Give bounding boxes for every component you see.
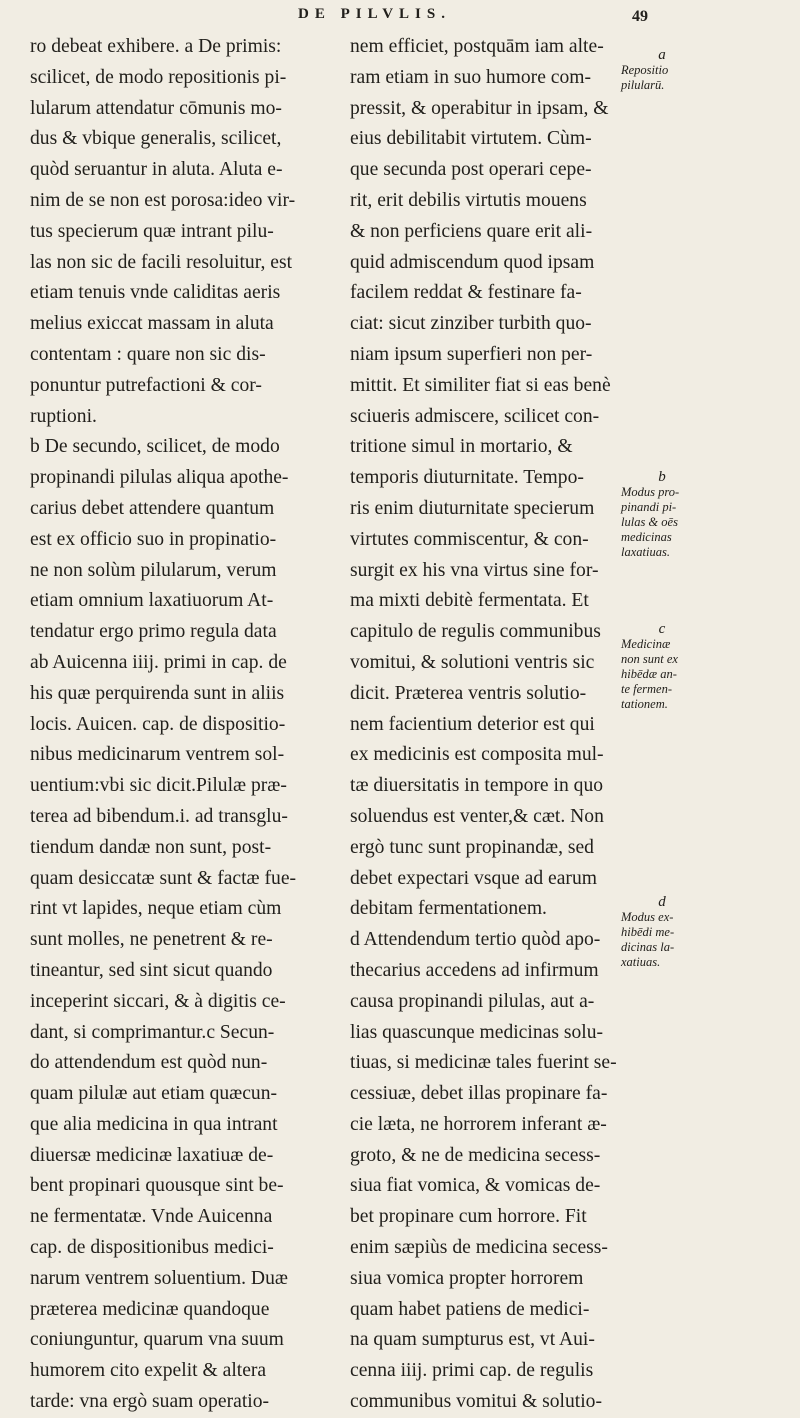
text-line: lularum attendatur cōmunis mo- (30, 97, 282, 119)
text-line: quid admiscendum quod ipsam (350, 251, 595, 273)
text-line: lias quascunque medicinas solu- (350, 1021, 604, 1043)
text-line: dant, si comprimantur.c Secun- (30, 1021, 275, 1043)
text-line: tritione simul in mortario, & (350, 436, 573, 458)
text-line: ponuntur putrefactioni & cor- (30, 374, 262, 396)
text-line: groto, & ne de medicina secess- (350, 1144, 601, 1166)
text-line: quam pilulæ aut etiam quæcun- (30, 1083, 278, 1105)
text-line: narum ventrem soluentium. Duæ (30, 1267, 288, 1289)
text-line: inceperint siccari, & à digitis ce- (30, 990, 286, 1012)
text-line: na quam sumpturus est, vt Aui- (350, 1329, 595, 1351)
text-line: coniunguntur, quarum vna suum (30, 1329, 284, 1351)
margin-note-line: xatiuas. (621, 955, 661, 969)
margin-note-letter: d (658, 894, 666, 910)
text-line: tiendum dandæ non sunt, post- (30, 836, 272, 858)
text-line: locis. Auicen. cap. de dispositio- (30, 713, 286, 735)
margin-note-line: te fermen- (621, 682, 673, 696)
text-line: uentium:vbi sic dicit.Pilulæ præ- (30, 775, 287, 797)
margin-note-line: non sunt ex (621, 652, 678, 666)
text-line: virtutes commiscentur, & con- (350, 528, 589, 550)
text-line: tæ diuersitatis in tempore in quo (350, 775, 604, 797)
text-line: propinandi pilulas aliqua apothe- (30, 467, 289, 489)
margin-note-letter: a (658, 47, 666, 63)
text-line: nibus medicinarum ventrem sol- (30, 744, 285, 766)
margin-note-line: hibēdæ an- (621, 667, 677, 681)
text-line: scilicet, de modo repositionis pi- (30, 66, 287, 88)
text-line: las non sic de facili resoluitur, est (30, 251, 293, 273)
text-line: cap. de dispositionibus medici- (30, 1237, 274, 1259)
text-line: nem facientium deterior est qui (350, 713, 595, 735)
margin-note-line: pilularū. (621, 78, 665, 92)
text-line: melius exiccat massam in aluta (30, 313, 274, 335)
text-line: bent propinari quousque sint be- (30, 1175, 284, 1197)
text-line: terea ad bibendum.i. ad transglu- (30, 805, 288, 827)
text-line: & non perficiens quare erit ali- (350, 220, 593, 242)
margin-note-line: Repositio (621, 63, 669, 77)
text-line: ruptioni. (30, 405, 97, 427)
text-line: cessiuæ, debet illas propinare fa- (350, 1083, 608, 1105)
margin-note-a (621, 48, 703, 93)
running-head (0, 4, 800, 30)
text-line: ergò tunc sunt propinandæ, sed (350, 836, 594, 858)
text-line: vomitui, & solutioni ventris sic (350, 651, 595, 673)
text-line: que secunda post operari cepe- (350, 159, 592, 181)
text-line: tiuas, si medicinæ tales fuerint se- (350, 1052, 617, 1074)
text-line: nem efficiet, postquām iam alte- (350, 36, 604, 57)
margin-note-line: Modus ex- (621, 910, 674, 924)
margin-note-letter: b (658, 469, 666, 485)
text-line: tarde: vna ergò suam operatio- (30, 1391, 270, 1413)
margin-note-line: pinandi pi- (621, 500, 677, 514)
text-line: ma mixti debitè fermentata. Et (350, 590, 589, 612)
text-line: diuersæ medicinæ laxatiuæ de- (30, 1144, 274, 1166)
right-text-column (350, 32, 618, 1418)
text-line: do attendendum est quòd nun- (30, 1052, 268, 1074)
text-line: tineantur, sed sint sicut quando (30, 959, 273, 981)
text-line: cenna iiij. primi cap. de regulis (350, 1360, 594, 1382)
text-line: d Attendendum tertio quòd apo- (350, 929, 601, 951)
text-line: b De secundo, scilicet, de modo (30, 436, 280, 458)
text-line: facilem reddat & festinare fa- (350, 282, 582, 304)
text-line: thecarius accedens ad infirmum (350, 959, 599, 981)
text-line: dicit. Præterea ventris solutio- (350, 682, 587, 704)
text-line: etiam omnium laxatiuorum At- (30, 590, 274, 612)
text-line: niam ipsum superfieri non per- (350, 343, 593, 365)
left-text-column (30, 32, 342, 1418)
text-line: humorem cito expelit & altera (30, 1360, 267, 1382)
text-line: ro debeat exhibere. a De primis: (30, 36, 282, 57)
text-line: præterea medicinæ quandoque (30, 1298, 270, 1320)
text-line: tendatur ergo primo regula data (30, 621, 277, 643)
text-line: communibus vomitui & solutio- (350, 1391, 603, 1413)
text-line: capitulo de regulis communibus (350, 621, 601, 643)
text-line: debitam fermentationem. (350, 898, 547, 920)
text-line: ex medicinis est composita mul- (350, 744, 604, 766)
text-line: est ex officio suo in propinatio- (30, 528, 277, 550)
margin-note-line: Modus pro- (621, 485, 680, 499)
text-line: siua vomica propter horrorem (350, 1267, 584, 1289)
margin-note-line: Medicinæ (621, 637, 671, 651)
margin-note-line: medicinas (621, 530, 672, 544)
text-line: ciat: sicut zinziber turbith quo- (350, 313, 592, 335)
text-line: sciueris admiscere, scilicet con- (350, 405, 600, 427)
text-line: quòd seruantur in aluta. Aluta e- (30, 159, 283, 181)
margin-note-c (621, 622, 703, 712)
text-line: surgit ex his vna virtus sine for- (350, 559, 599, 581)
text-line: carius debet attendere quantum (30, 497, 275, 519)
text-line: siua fiat vomica, & vomicas de- (350, 1175, 601, 1197)
text-line: bet propinare cum horrore. Fit (350, 1206, 587, 1228)
text-line: tus specierum quæ intrant pilu- (30, 220, 274, 242)
margin-note-line: tationem. (621, 697, 668, 711)
running-title: DE PILVLIS. (298, 6, 451, 22)
text-line: eius debilitabit virtutem. Cùm- (350, 128, 592, 150)
margin-note-letter: c (658, 621, 666, 637)
text-line: cie læta, ne horrorem inferant æ- (350, 1113, 607, 1135)
text-line: contentam : quare non sic dis- (30, 343, 266, 365)
text-line: etiam tenuis vnde caliditas aeris (30, 282, 281, 304)
text-line: ne non solùm pilularum, verum (30, 559, 277, 581)
text-line: sunt molles, ne penetrent & re- (30, 929, 273, 951)
text-line: causa propinandi pilulas, aut a- (350, 990, 595, 1012)
text-line: que alia medicina in qua intrant (30, 1113, 278, 1135)
margin-note-line: dicinas la- (621, 940, 675, 954)
text-line: ram etiam in suo humore com- (350, 66, 592, 88)
text-line: temporis diuturnitate. Tempo- (350, 467, 584, 489)
text-line: soluendus est venter,& cæt. Non (350, 805, 604, 827)
margin-note-b (621, 470, 703, 560)
text-line: rint vt lapides, neque etiam cùm (30, 898, 282, 920)
page-number: 49 (632, 8, 648, 25)
text-line: ris enim diuturnitate specierum (350, 497, 595, 519)
text-line: nim de se non est porosa:ideo vir- (30, 189, 296, 211)
text-line: pressit, & operabitur in ipsam, & (350, 97, 609, 119)
text-line: mittit. Et similiter fiat si eas benè (350, 374, 611, 396)
text-line: ne fermentatæ. Vnde Auicenna (30, 1206, 273, 1228)
text-line: quam desiccatæ sunt & factæ fue- (30, 867, 297, 889)
margin-note-line: laxatiuas. (621, 545, 670, 559)
text-line: ab Auicenna iiij. primi in cap. de (30, 651, 287, 673)
margin-note-d (621, 895, 703, 970)
text-line: enim sæpiùs de medicina secess- (350, 1237, 608, 1259)
text-line: dus & vbique generalis, scilicet, (30, 128, 282, 150)
text-line: his quæ perquirenda sunt in aliis (30, 682, 285, 704)
text-line: debet expectari vsque ad earum (350, 867, 597, 889)
text-line: quam habet patiens de medici- (350, 1298, 590, 1320)
margin-note-line: lulas & oēs (621, 515, 678, 529)
margin-note-line: hibēdi me- (621, 925, 675, 939)
text-line: rit, erit debilis virtutis mouens (350, 189, 587, 211)
